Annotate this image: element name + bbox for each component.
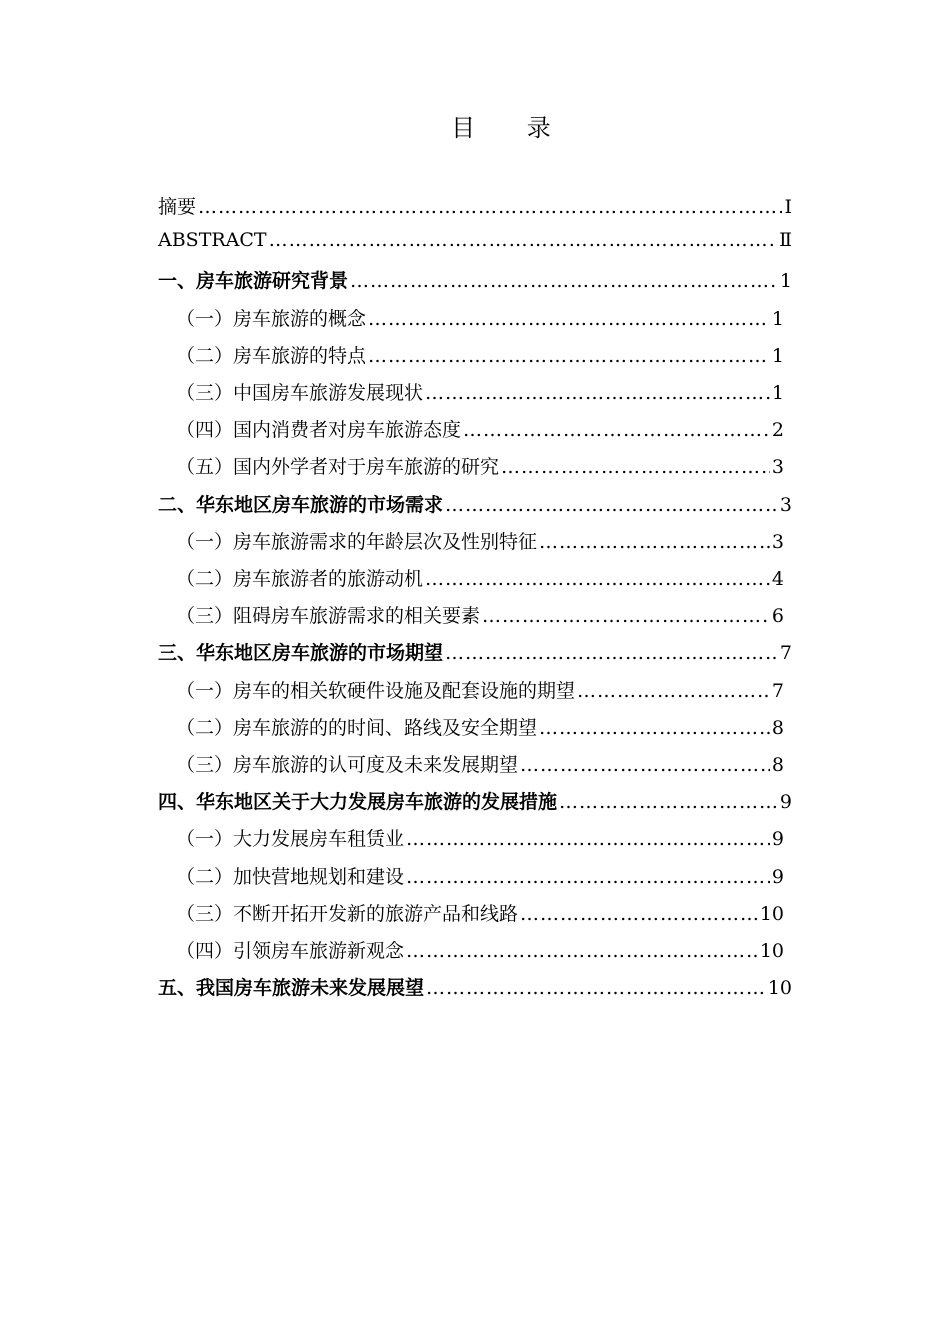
toc-entry-label: 五、我国房车旅游未来发展展望 xyxy=(158,977,425,1000)
dot-leader xyxy=(350,270,778,292)
toc-entry-label: （三）不断开拓开发新的旅游产品和线路 xyxy=(176,902,519,925)
dot-leader xyxy=(520,754,770,776)
toc-entry[interactable] xyxy=(158,787,792,821)
toc-entry[interactable] xyxy=(176,304,784,338)
toc-entry-label: 四、华东地区关于大力发展房车旅游的发展措施 xyxy=(158,791,558,814)
toc-entry[interactable] xyxy=(158,229,792,263)
toc-entry[interactable] xyxy=(176,527,784,561)
dot-leader xyxy=(406,828,770,850)
toc-entry-page-number: 7 xyxy=(779,642,792,665)
toc-entry-page-number: 9 xyxy=(779,791,792,814)
dot-leader xyxy=(368,308,770,330)
toc-entry-page-number: 10 xyxy=(767,977,792,1000)
toc-entry[interactable] xyxy=(176,713,784,747)
toc-entry-label: 三、华东地区房车旅游的市场期望 xyxy=(158,642,444,665)
toc-entry-label: （五）国内外学者对于房车旅游的研究 xyxy=(176,456,500,479)
toc-entry-label: （二）加快营地规划和建设 xyxy=(176,865,405,888)
toc-entry-label: 一、房车旅游研究背景 xyxy=(158,270,349,293)
toc-entry-page-number: 3 xyxy=(771,456,784,479)
toc-entry-label: （四）国内消费者对房车旅游态度 xyxy=(176,419,462,442)
dot-leader xyxy=(269,229,777,251)
toc-entry[interactable] xyxy=(158,973,792,1007)
toc-entry-page-number: 3 xyxy=(771,530,784,553)
dot-leader xyxy=(559,791,778,813)
toc-entry-label: （三）中国房车旅游发展现状 xyxy=(176,382,424,404)
toc-entry[interactable] xyxy=(158,192,792,226)
dot-leader xyxy=(198,196,782,218)
dot-leader xyxy=(463,419,770,441)
toc-entry[interactable] xyxy=(158,266,792,300)
page-title: 目 录 xyxy=(451,114,573,142)
toc-entry-page-number: 10 xyxy=(759,940,784,962)
toc-entry[interactable] xyxy=(176,862,784,896)
toc-entry[interactable] xyxy=(176,601,784,635)
toc-entry-page-number: Ⅰ xyxy=(784,196,792,218)
toc-entry-page-number: 9 xyxy=(771,865,784,888)
toc-entry-page-number: 6 xyxy=(771,605,784,628)
toc-entry-label: （一）房车的相关软硬件设施及配套设施的期望 xyxy=(176,679,576,702)
toc-entry[interactable] xyxy=(176,676,784,710)
toc-entry[interactable] xyxy=(158,490,792,524)
toc-entry-page-number: 1 xyxy=(779,270,792,293)
toc-entry-label: （三）阻碍房车旅游需求的相关要素 xyxy=(176,605,481,628)
toc-entry-page-number: 2 xyxy=(771,419,784,442)
toc-entry-page-number: 3 xyxy=(779,493,792,516)
toc-entry-label: 摘要 xyxy=(158,196,197,218)
toc-entry-page-number: 1 xyxy=(771,344,784,367)
dot-leader xyxy=(425,568,770,590)
toc-entry-page-number: 1 xyxy=(771,307,784,330)
toc-entry-label: 二、华东地区房车旅游的市场需求 xyxy=(158,493,444,516)
toc-entry-page-number: 7 xyxy=(771,679,784,702)
toc-entry[interactable] xyxy=(176,341,784,375)
toc-entry-label: （四）引领房车旅游新观念 xyxy=(176,940,405,962)
toc-entry-label: （二）房车旅游的的时间、路线及安全期望 xyxy=(176,716,538,739)
toc-entry-page-number: 4 xyxy=(771,568,784,590)
toc-entry[interactable] xyxy=(176,899,784,933)
dot-leader xyxy=(501,456,770,478)
toc-entry-label: （二）房车旅游者的旅游动机 xyxy=(176,568,424,590)
toc-entry-label: （二）房车旅游的特点 xyxy=(176,344,367,367)
toc-entry-page-number: 8 xyxy=(771,754,784,776)
dot-leader xyxy=(445,642,778,664)
dot-leader xyxy=(539,531,770,553)
toc-entry[interactable] xyxy=(158,638,792,672)
dot-leader xyxy=(520,903,758,925)
toc-entry-label: （一）房车旅游的概念 xyxy=(176,307,367,330)
toc-entry-page-number: 10 xyxy=(759,902,784,925)
toc-entry[interactable] xyxy=(176,824,784,858)
toc-entry-page-number: Ⅱ xyxy=(779,229,792,252)
dot-leader xyxy=(368,345,770,367)
toc-entry-page-number: 8 xyxy=(771,716,784,739)
dot-leader xyxy=(406,866,770,888)
dot-leader xyxy=(482,605,770,627)
toc-entry[interactable] xyxy=(176,750,784,784)
dot-leader xyxy=(445,494,778,516)
toc-entry-page-number: 1 xyxy=(771,382,784,404)
dot-leader xyxy=(426,977,766,999)
toc-entry[interactable] xyxy=(176,452,784,486)
toc-entry[interactable] xyxy=(176,936,784,970)
toc-entry[interactable] xyxy=(176,564,784,598)
toc-entry-label: （一）房车旅游需求的年龄层次及性别特征 xyxy=(176,530,538,553)
toc-entry[interactable] xyxy=(176,415,784,449)
toc-entry-label: （一）大力发展房车租赁业 xyxy=(176,828,405,851)
toc-entry-label: ABSTRACT xyxy=(158,229,267,252)
toc-entry-page-number: 9 xyxy=(771,828,784,851)
toc-entry-label: （三）房车旅游的认可度及未来发展期望 xyxy=(176,754,519,776)
toc-entry[interactable] xyxy=(176,378,784,412)
dot-leader xyxy=(577,680,770,702)
dot-leader xyxy=(539,717,770,739)
dot-leader xyxy=(425,382,770,404)
dot-leader xyxy=(406,940,758,962)
